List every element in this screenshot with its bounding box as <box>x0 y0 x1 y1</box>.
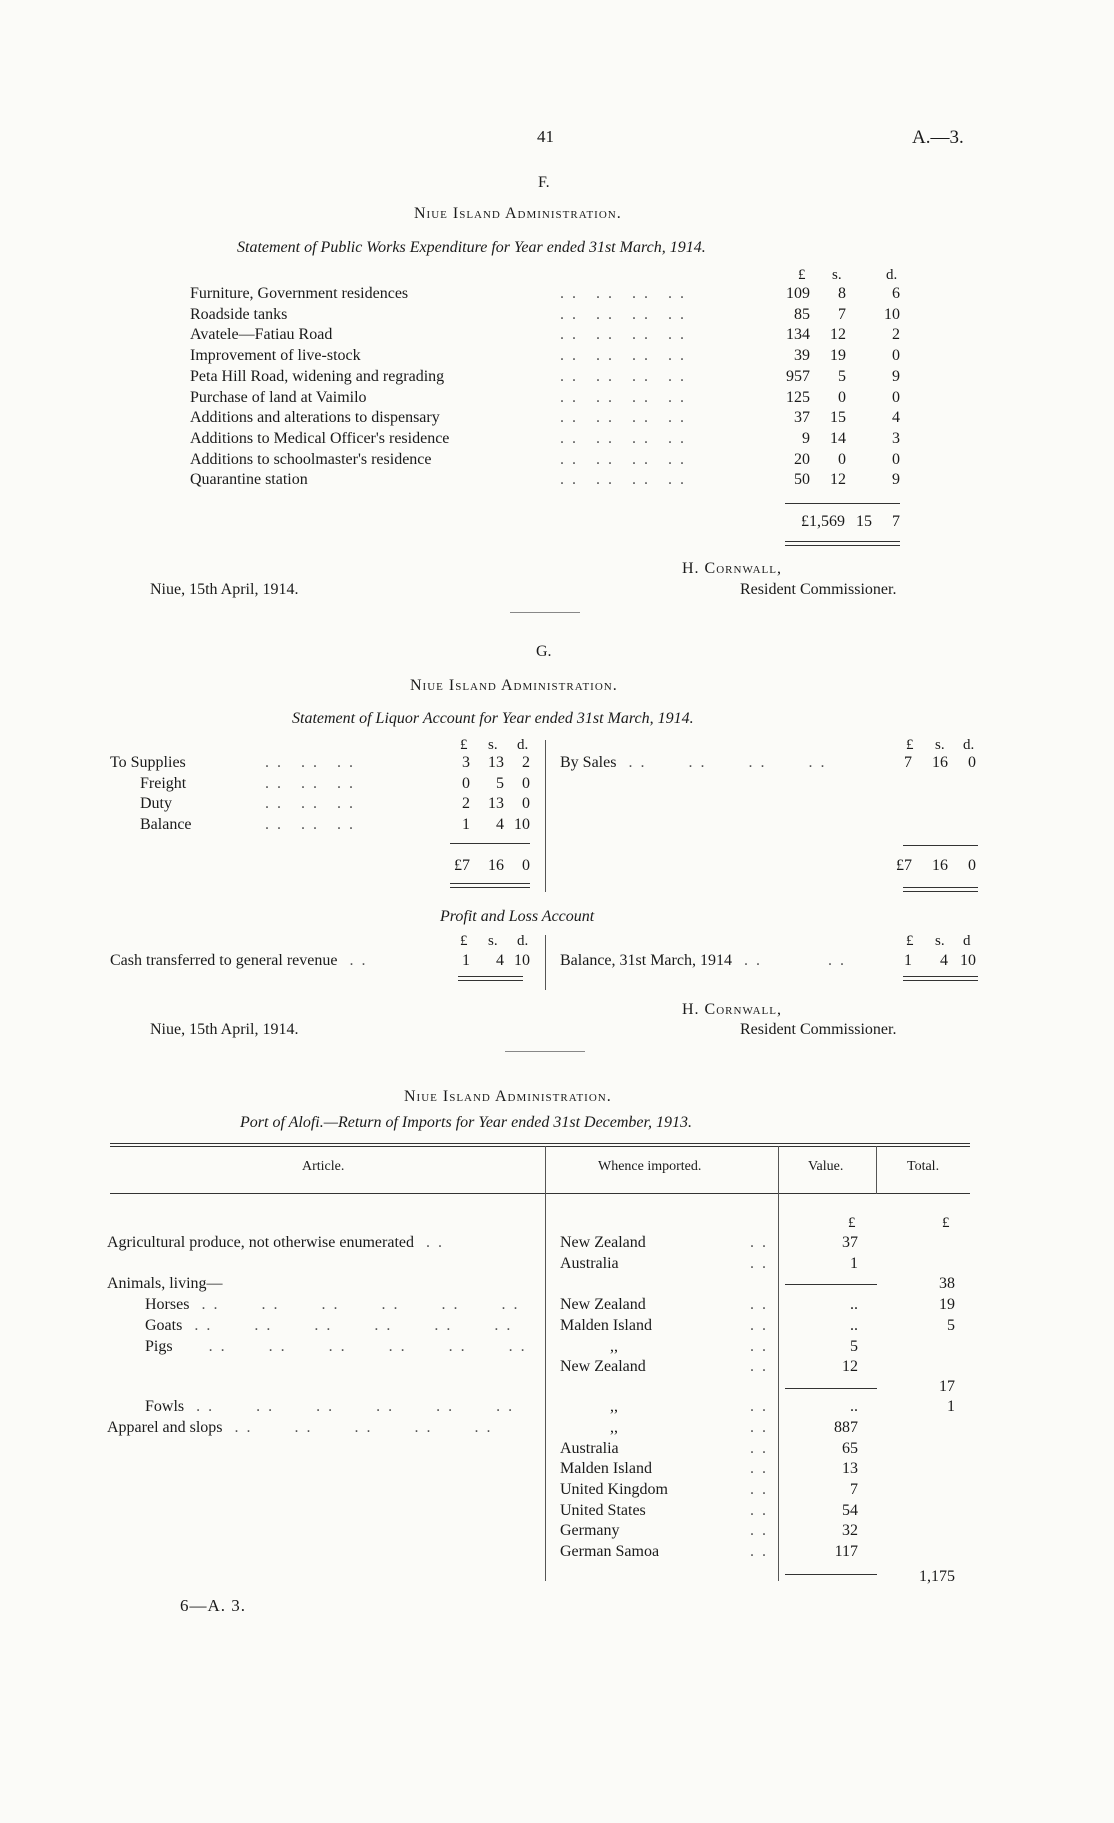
leader-dots: .. <box>750 1255 774 1272</box>
pl-credit-pounds: 1 <box>904 952 912 969</box>
section-f-org: Niue Island Administration. <box>414 205 622 222</box>
pl-title: Profit and Loss Account <box>440 908 595 925</box>
whence-country: Malden Island <box>560 1460 652 1477</box>
leader-dots: .. <box>750 1338 774 1355</box>
pl-col-pounds: £ <box>460 933 468 949</box>
debit-pence: 0 <box>522 795 530 813</box>
expenditure-pounds: 9 <box>802 429 810 447</box>
whence-country: Australia <box>560 1440 619 1457</box>
debit-pounds: 1 <box>462 816 470 834</box>
article-fowls: Fowls .. .. .. .. .. .. <box>145 1398 521 1415</box>
whence-country: Germany <box>560 1522 620 1539</box>
expenditure-row-label: Additions to Medical Officer's residence <box>190 429 450 447</box>
liquor-credit-label: By Sales .. .. .. .. <box>560 754 833 771</box>
total-apparel: 1,175 <box>919 1568 955 1585</box>
expenditure-pence: 9 <box>892 367 900 385</box>
liquor-debit-label: Balance <box>140 816 192 834</box>
expenditure-pounds: 957 <box>786 367 810 385</box>
leader-dots: .. <box>750 1419 774 1436</box>
whence-country: ,, <box>610 1398 618 1415</box>
expenditure-pounds: 20 <box>794 450 810 468</box>
leader-dots: .. <box>750 1440 774 1457</box>
whence-country: New Zealand <box>560 1358 646 1375</box>
leader-dots: .. <box>750 1502 774 1519</box>
expenditure-row-label: Furniture, Government residences <box>190 285 409 302</box>
expenditure-row-label: Quarantine station <box>190 471 308 489</box>
expenditure-shillings: 19 <box>830 347 846 365</box>
expenditure-shillings: 12 <box>830 471 846 489</box>
liquor-col-shillings: s. <box>488 737 498 753</box>
expenditure-shillings: 7 <box>838 305 846 323</box>
expenditure-row-label: Peta Hill Road, widening and regrading <box>190 367 445 385</box>
leader-dots: .. .. .. .. <box>560 471 692 489</box>
expenditure-pounds: 134 <box>786 326 810 344</box>
credit-pounds: 7 <box>904 754 912 771</box>
header-total: Total. <box>907 1159 940 1174</box>
section-f-signer-title: Resident Commissioner. <box>740 581 897 598</box>
leader-dots: .. <box>750 1317 774 1334</box>
leader-dots: .. <box>750 1358 774 1375</box>
expenditure-shillings: 5 <box>838 367 846 385</box>
debit-pence: 10 <box>514 816 530 834</box>
pl-credit-pence: 10 <box>960 952 976 969</box>
credit-total-pounds: £7 <box>896 857 912 874</box>
expenditure-pounds: 37 <box>794 409 810 427</box>
col-pounds: £ <box>798 267 806 283</box>
article-apparel: Apparel and slops .. .. .. .. .. <box>107 1419 499 1436</box>
section-g-letter: G. <box>536 643 552 660</box>
expenditure-pounds: 109 <box>786 285 810 302</box>
section-f-title: Statement of Public Works Expenditure for Year ended 31st March, 1914. <box>237 239 706 256</box>
total-horses: 19 <box>939 1296 955 1313</box>
debit-total-pence: 0 <box>522 857 530 874</box>
article-animals: Animals, living— <box>107 1275 223 1292</box>
expenditure-shillings: 0 <box>838 388 846 406</box>
import-value: .. <box>850 1296 858 1313</box>
section-g-org: Niue Island Administration. <box>410 677 618 694</box>
debit-shillings: 13 <box>488 754 504 771</box>
expenditure-pence: 9 <box>892 471 900 489</box>
debit-shillings: 5 <box>496 774 504 792</box>
expenditure-pence: 4 <box>892 409 900 427</box>
value-unit: £ <box>848 1215 856 1231</box>
total-agri: 38 <box>939 1275 955 1292</box>
leader-dots: .. .. .. .. <box>560 326 692 344</box>
expenditure-shillings: 14 <box>830 429 846 447</box>
debit-pounds: 0 <box>462 774 470 792</box>
debit-shillings: 13 <box>488 795 504 813</box>
liquor-debit-label: Freight <box>140 774 187 792</box>
import-value: 54 <box>842 1502 858 1519</box>
expenditure-pence: 2 <box>892 326 900 344</box>
liquor-credit-col-pounds: £ <box>906 737 914 753</box>
expenditure-row-label: Avatele—Fatiau Road <box>190 326 333 344</box>
expenditure-row-label: Purchase of land at Vaimilo <box>190 388 367 406</box>
section-f-place-date: Niue, 15th April, 1914. <box>150 581 299 598</box>
leader-dots: .. .. .. <box>265 816 361 834</box>
expenditure-row-label: Roadside tanks <box>190 305 288 323</box>
section-g-signer-title: Resident Commissioner. <box>740 1021 897 1038</box>
import-value: 7 <box>850 1481 858 1498</box>
whence-country: German Samoa <box>560 1543 660 1560</box>
col-shillings: s. <box>832 267 842 283</box>
debit-total-shillings: 16 <box>488 857 504 874</box>
pl-credit-shillings: 4 <box>940 952 948 969</box>
leader-dots: .. .. .. .. <box>560 429 692 447</box>
section-g-title: Statement of Liquor Account for Year ended 31st March, 1914. <box>292 710 694 727</box>
header-value: Value. <box>808 1159 844 1174</box>
pl-credit-col-pounds: £ <box>906 933 914 949</box>
col-pence: d. <box>886 267 898 283</box>
whence-country: ,, <box>610 1338 618 1355</box>
total-goats: 5 <box>947 1317 955 1334</box>
expenditure-pence: 6 <box>892 285 900 302</box>
whence-country: New Zealand <box>560 1234 646 1251</box>
header-article: Article. <box>302 1159 345 1174</box>
import-value: 32 <box>842 1522 858 1539</box>
total-pounds: £1,569 <box>801 513 845 530</box>
import-value: 13 <box>842 1460 858 1477</box>
section-f-letter: F. <box>538 174 550 191</box>
expenditure-pounds: 125 <box>786 388 810 406</box>
leader-dots: .. <box>750 1460 774 1477</box>
credit-pence: 0 <box>968 754 976 771</box>
pl-debit-pence: 10 <box>514 952 530 969</box>
expenditure-pence: 0 <box>892 388 900 406</box>
leader-dots: .. <box>750 1481 774 1498</box>
section-g-signer: H. Cornwall, <box>682 1001 782 1018</box>
credit-shillings: 16 <box>932 754 948 771</box>
import-value: 12 <box>842 1358 858 1375</box>
pl-credit-col-pence: d <box>963 933 971 949</box>
expenditure-pence: 0 <box>892 450 900 468</box>
leader-dots: .. .. .. <box>265 754 361 771</box>
page-number: 41 <box>537 127 554 146</box>
leader-dots: .. .. .. <box>265 774 361 792</box>
leader-dots: .. <box>750 1543 774 1560</box>
debit-pence: 0 <box>522 774 530 792</box>
expenditure-shillings: 15 <box>830 409 846 427</box>
leader-dots: .. .. .. <box>265 795 361 813</box>
pl-credit-label: Balance, 31st March, 1914 .. .. <box>560 952 852 969</box>
pl-col-shillings: s. <box>488 933 498 949</box>
debit-pence: 2 <box>522 754 530 771</box>
import-value: 65 <box>842 1440 858 1457</box>
article-pigs: Pigs .. .. .. .. .. .. <box>145 1338 533 1355</box>
page-reference: A.—3. <box>912 127 964 148</box>
import-value: 5 <box>850 1338 858 1355</box>
liquor-debit-label: Duty <box>140 795 172 813</box>
article-horses: Horses .. .. .. .. .. .. <box>145 1296 526 1313</box>
imports-title: Port of Alofi.—Return of Imports for Year ended 31st December, 1913. <box>240 1114 692 1131</box>
expenditure-pounds: 50 <box>794 471 810 489</box>
total-unit: £ <box>942 1215 950 1231</box>
imports-org: Niue Island Administration. <box>404 1088 612 1105</box>
expenditure-row-label: Improvement of live-stock <box>190 347 361 365</box>
leader-dots: .. .. .. .. <box>560 347 692 365</box>
expenditure-shillings: 12 <box>830 326 846 344</box>
import-value: 887 <box>834 1419 858 1436</box>
section-g-place-date: Niue, 15th April, 1914. <box>150 1021 299 1038</box>
expenditure-pounds: 39 <box>794 347 810 365</box>
liquor-credit-col-pence: d. <box>963 737 975 753</box>
leader-dots: .. .. .. .. <box>560 305 692 323</box>
import-value: .. <box>850 1398 858 1415</box>
debit-shillings: 4 <box>496 816 504 834</box>
liquor-credit-col-shillings: s. <box>935 737 945 753</box>
expenditure-pence: 10 <box>884 305 900 323</box>
credit-total-pence: 0 <box>968 857 976 874</box>
import-value: 37 <box>842 1234 858 1251</box>
leader-dots: .. .. .. .. <box>560 450 692 468</box>
total-fowls: 1 <box>947 1398 955 1415</box>
leader-dots: .. .. .. .. <box>560 285 692 302</box>
leader-dots: .. <box>750 1522 774 1539</box>
pl-debit-pounds: 1 <box>462 952 470 969</box>
import-value: 117 <box>834 1543 858 1560</box>
total-shillings: 15 <box>856 513 872 530</box>
import-value: 1 <box>850 1255 858 1272</box>
leader-dots: .. <box>750 1296 774 1313</box>
whence-country: Australia <box>560 1255 619 1272</box>
debit-pounds: 2 <box>462 795 470 813</box>
pl-debit-shillings: 4 <box>496 952 504 969</box>
pl-col-pence: d. <box>517 933 529 949</box>
pl-credit-col-shillings: s. <box>935 933 945 949</box>
header-whence: Whence imported. <box>598 1159 702 1174</box>
credit-total-shillings: 16 <box>932 857 948 874</box>
expenditure-pence: 3 <box>892 429 900 447</box>
whence-country: New Zealand <box>560 1296 646 1313</box>
import-value: .. <box>850 1317 858 1334</box>
leader-dots: .. <box>750 1234 774 1251</box>
expenditure-pence: 0 <box>892 347 900 365</box>
article-agri: Agricultural produce, not otherwise enumerated .. <box>107 1234 450 1251</box>
expenditure-row-label: Additions to schoolmaster's residence <box>190 450 432 468</box>
leader-dots: .. .. .. .. <box>560 388 692 406</box>
liquor-col-pounds: £ <box>460 737 468 753</box>
expenditure-row-label: Additions and alterations to dispensary <box>190 409 440 427</box>
expenditure-shillings: 8 <box>838 285 846 302</box>
whence-country: United Kingdom <box>560 1481 668 1498</box>
debit-pounds: 3 <box>462 754 470 771</box>
total-pigs: 17 <box>939 1378 955 1395</box>
liquor-col-pence: d. <box>517 737 529 753</box>
article-goats: Goats .. .. .. .. .. .. <box>145 1317 519 1334</box>
leader-dots: .. <box>750 1398 774 1415</box>
leader-dots: .. .. .. .. <box>560 367 692 385</box>
expenditure-pounds: 85 <box>794 305 810 323</box>
whence-country: United States <box>560 1502 646 1519</box>
pl-debit-label: Cash transferred to general revenue .. <box>110 952 374 969</box>
liquor-debit-label: To Supplies <box>110 754 186 771</box>
whence-country: Malden Island <box>560 1317 652 1334</box>
total-pence: 7 <box>892 513 900 530</box>
section-f-signer: H. Cornwall, <box>682 560 782 577</box>
expenditure-shillings: 0 <box>838 450 846 468</box>
whence-country: ,, <box>610 1419 618 1436</box>
leader-dots: .. .. .. .. <box>560 409 692 427</box>
page-footer: 6—A. 3. <box>180 1596 247 1615</box>
debit-total-pounds: £7 <box>454 857 470 874</box>
